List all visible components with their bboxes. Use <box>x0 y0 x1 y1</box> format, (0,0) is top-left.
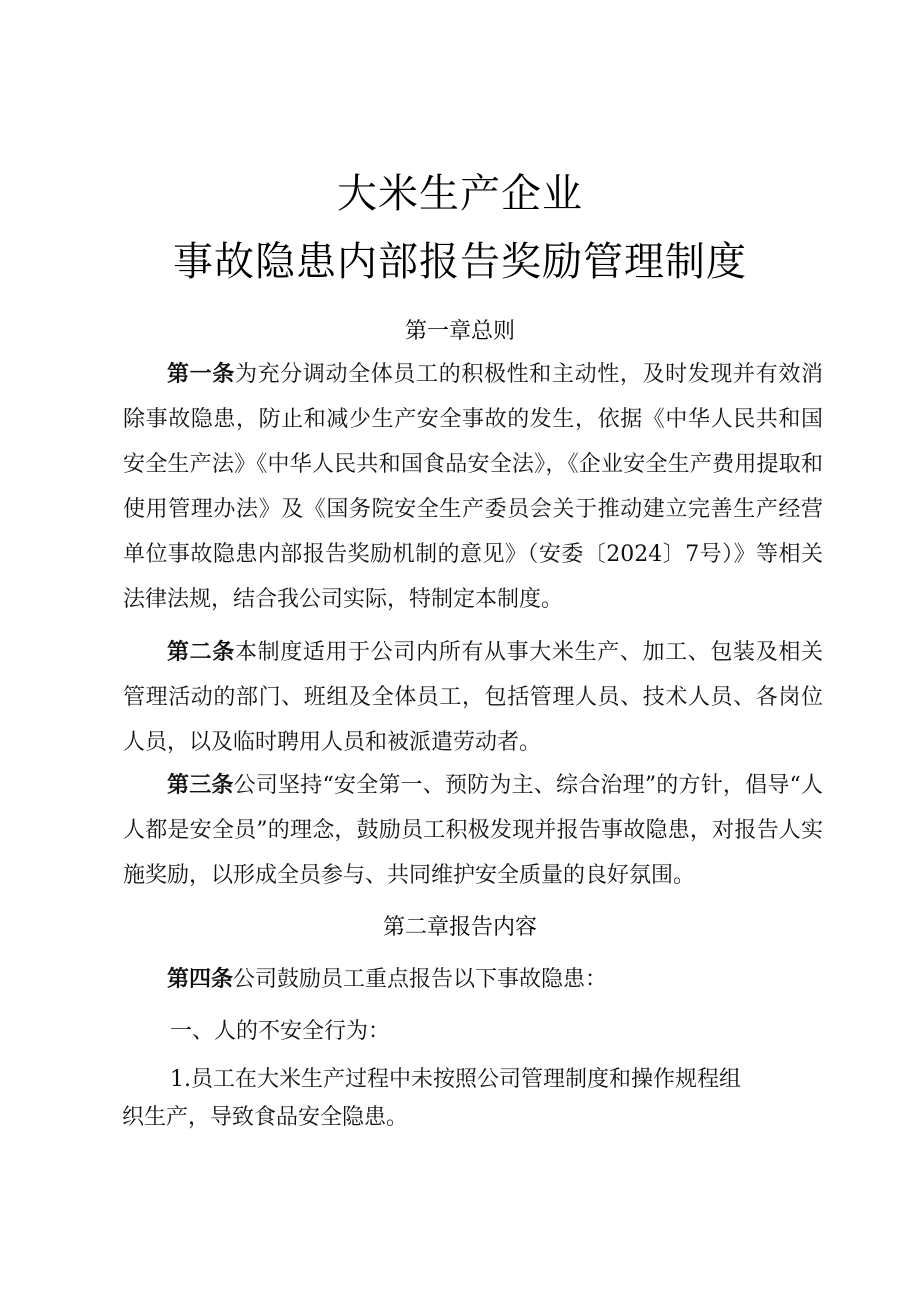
article-3-label: 第三条 <box>167 773 234 798</box>
chapter-2-heading: 第二章报告内容 <box>382 915 537 940</box>
article-4-label: 第四条 <box>167 967 234 992</box>
document-title-line2: 事故隐患内部报告奖励管理制度 <box>173 239 747 285</box>
chapter-1-heading: 第一章总则 <box>404 319 515 344</box>
article-2-text: 本制度适用于公司内所有从事大米生产、加工、包装及相关管理活动的部门、班组及全体员工，包括管理人员、技术人员、各岗位人员，以及临时聘用人员和被派遣劳动者。 <box>123 640 823 755</box>
article-2-label: 第二条 <box>167 640 235 665</box>
article-3 <box>123 763 823 898</box>
article-1-text: 为充分调动全体员工的积极性和主动性，及时发现并有效消除事故隐患，防止和减少生产安全事故的发生，依据《中华人民共和国安全生产法》《中华人民共和国食品安全法》，《企业安全生产费用提取和使用管理办法》及《国务院安全生产委员会关于推动建立完善生产经营单位事故隐患内部报告奖励机制的意见》（安委〔2024〕7号）》等相关法律法规，结合我公司实际，特制定本制度。 <box>123 362 823 612</box>
document-title-line1: 大米生产企业 <box>337 171 583 217</box>
article-2 <box>123 630 823 765</box>
article-4 <box>123 957 823 1002</box>
item-1-line1: 1.员工在大米生产过程中未按照公司管理制度和操作规程组 <box>170 1067 741 1092</box>
item-1-line2: 织生产，导致食品安全隐患。 <box>122 1105 409 1130</box>
article-1-label: 第一条 <box>167 362 235 387</box>
section-1-heading: 一、人的不安全行为： <box>170 1019 391 1044</box>
article-1 <box>123 352 823 622</box>
article-3-text: 公司坚持“安全第一、预防为主、综合治理”的方针，倡导“人人都是安全员”的理念，鼓励员工积极发现并报告事故隐患，对报告人实施奖励，以形成全员参与、共同维护安全质量的良好氛围。 <box>123 773 823 888</box>
article-4-text: 公司鼓励员工重点报告以下事故隐患： <box>233 967 608 992</box>
